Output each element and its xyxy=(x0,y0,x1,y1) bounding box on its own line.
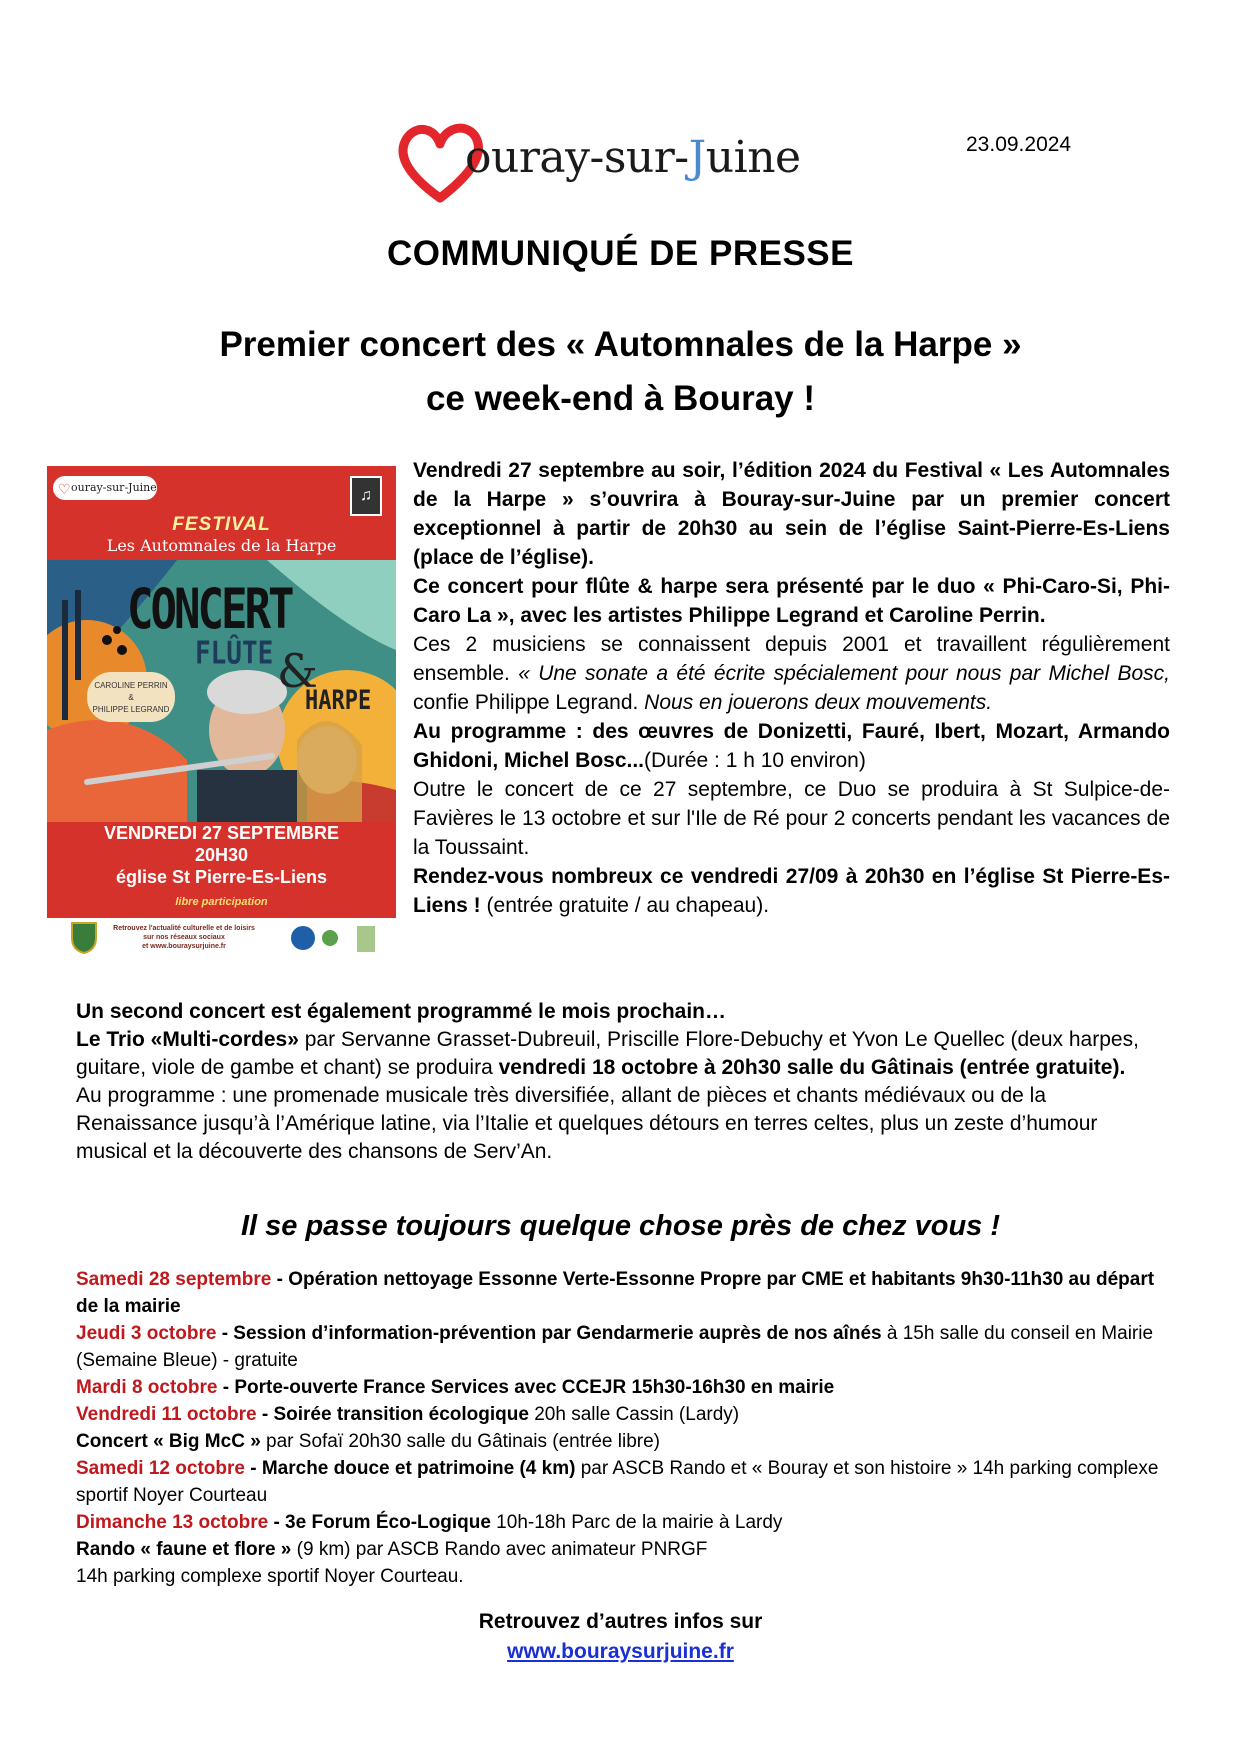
list-item: Vendredi 11 octobre - Soirée transition écologique 20h salle Cassin (Lardy) xyxy=(76,1404,740,1425)
logo-text: ouray-sur-Juine xyxy=(465,132,801,183)
paragraph-tour: Outre le concert de ce 27 septembre, ce Duo se produira à St Sulpice-de-Favières le 13 octobre et sur l'Ile de Ré pour 2 concerts pendant les vacances de la Toussaint. xyxy=(413,778,1170,859)
slogan: Il se passe toujours quelque chose près de chez vous ! xyxy=(240,1210,1001,1242)
paragraph-duo: Ce concert pour flûte & harpe sera présenté par le duo « Phi-Caro-Si, Phi-Caro La », avec les artistes Philippe Legrand et Caroline Perrin. xyxy=(413,575,1170,627)
poster-footer-text: Retrouvez l'actualité culturelle et de loisirs sur nos réseaux sociaux et www.bouraysurjuine.fr xyxy=(113,925,255,950)
poster-names: CAROLINE PERRIN & PHILIPPE LEGRAND xyxy=(87,672,175,722)
heart-icon: ♡ xyxy=(58,482,71,498)
poster-libre: libre participation xyxy=(175,896,268,908)
poster-subtitle: Les Automnales de la Harpe xyxy=(106,536,337,555)
paragraph-programme: Au programme : des œuvres de Donizetti, Fauré, Ibert, Mozart, Armando Ghidoni, Michel Bosc...(Durée : 1 h 10 environ) xyxy=(413,720,1170,772)
list-item: Mardi 8 octobre - Porte-ouverte France Services avec CCEJR 15h30-16h30 en mairie xyxy=(76,1377,835,1398)
paragraph-musicians: Ces 2 musiciens se connaissent depuis 2001 et travaillent régulièrement ensemble. « Une sonate a été écrite spécialement pour nous par Michel Bosc, confie Philippe Legrand. Nous en jouerons deux mouvements. xyxy=(413,633,1170,714)
page-title: COMMUNIQUÉ DE PRESSE xyxy=(387,234,854,273)
poster-harpe: HARPE xyxy=(305,686,372,716)
events-list xyxy=(76,1266,1166,1590)
list-item: Samedi 12 octobre - Marche douce et patrimoine (4 km) par ASCB Rando et « Bouray et son histoire » 14h parking complexe sportif Noyer Courteau xyxy=(76,1458,1159,1506)
poster-logo: ♡ ouray-sur-Juine xyxy=(53,476,157,500)
crest-icon xyxy=(69,920,99,954)
second-programme: Au programme : une promenade musicale très diversifiée, allant de pièces et chants médiévaux ou de la Renaissance jusqu’à l’Amérique latine, via l’Italie et quelques détours en terres celtes, plus un zeste d’humour musical et la découverte des chansons de Serv’An. xyxy=(76,1084,1098,1163)
list-item: Rando « faune et flore » (9 km) par ASCB Rando avec animateur PNRGF xyxy=(76,1539,708,1560)
harp-badge-icon: ♫ xyxy=(350,476,382,516)
article-body xyxy=(413,456,1170,920)
second-concert xyxy=(76,998,1156,1166)
headline-line-1: Premier concert des « Automnales de la Harpe » xyxy=(219,325,1022,364)
concert-poster xyxy=(47,466,396,918)
poster-concert: CONCERT xyxy=(127,578,292,642)
paragraph-rendezvous: Rendez-vous nombreux ce vendredi 27/09 à 20h30 en l’église St Pierre-Es-Liens ! (entrée gratuite / au chapeau). xyxy=(413,865,1170,917)
poster-date: VENDREDI 27 SEPTEMBRE 20H30 église St Pierre-Es-Liens xyxy=(103,823,340,887)
poster-flute: FLÛTE xyxy=(195,636,274,672)
footer-link-wrap xyxy=(0,1640,1241,1664)
poster-festival: FESTIVAL xyxy=(172,514,271,535)
second-trio: Le Trio «Multi-cordes» par Servanne Grasset-Dubreuil, Priscille Flore-Debuchy et Yvon Le Quellec (deux harpes, guitare, viole de gambe et chant) se produira vendredi 18 octobre à 20h30 salle du Gâtinais (entrée gratuite). xyxy=(76,1028,1139,1079)
website-link[interactable]: www.bouraysurjuine.fr xyxy=(507,1640,734,1663)
poster-footer xyxy=(47,918,396,958)
town-logo xyxy=(395,118,855,208)
poster-ampersand: & xyxy=(277,644,318,698)
paragraph-intro: Vendredi 27 septembre au soir, l’édition 2024 du Festival « Les Automnales de la Harpe » s’ouvrira à Bouray-sur-Juine par un premier concert exceptionnel à partir de 20h30 au sein de l’église Saint-Pierre-Es-Liens (place de l’église). xyxy=(413,459,1170,569)
list-item: 14h parking complexe sportif Noyer Courteau. xyxy=(76,1566,464,1587)
list-item: Jeudi 3 octobre - Session d’information-prévention par Gendarmerie auprès de nos aînés à 15h salle du conseil en Mairie (Semaine Bleue) - gratuite xyxy=(76,1323,1154,1371)
headline xyxy=(0,318,1241,426)
release-date: 23.09.2024 xyxy=(966,133,1072,156)
partner-logos-icon xyxy=(285,922,385,956)
footer-label: Retrouvez d’autres infos sur xyxy=(478,1610,763,1633)
list-item: Samedi 28 septembre - Opération nettoyage Essonne Verte-Essonne Propre par CME et habitants 9h30-11h30 au départ de la mairie xyxy=(76,1269,1155,1317)
second-heading: Un second concert est également programmé le mois prochain… xyxy=(76,1000,727,1023)
list-item: Dimanche 13 octobre - 3e Forum Éco-Logique 10h-18h Parc de la mairie à Lardy xyxy=(76,1512,783,1533)
list-item: Concert « Big McC » par Sofaï 20h30 salle du Gâtinais (entrée libre) xyxy=(76,1431,660,1452)
headline-line-2: ce week-end à Bouray ! xyxy=(425,379,816,418)
